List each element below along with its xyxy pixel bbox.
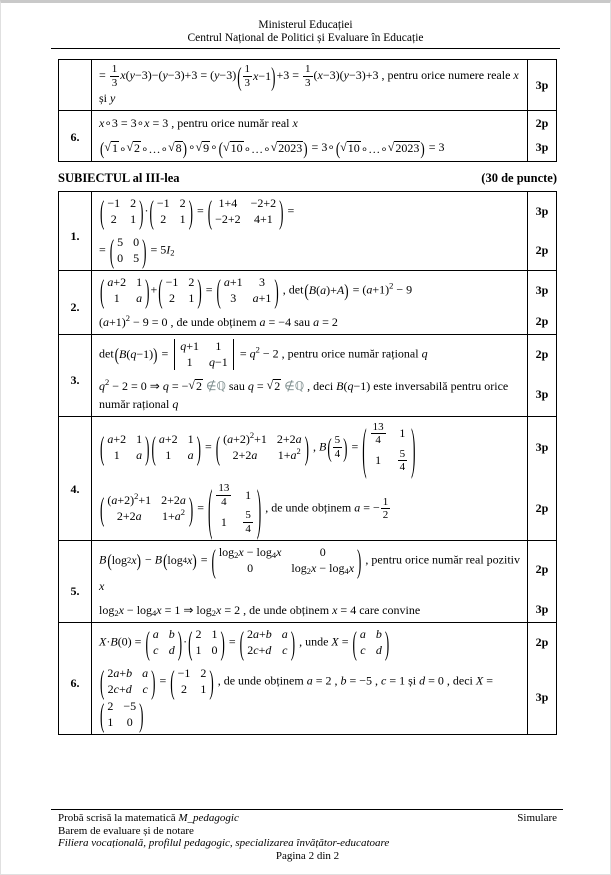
question-number: 4. — [59, 416, 92, 540]
matrix: ( $\frac{13}{4}$ 1 1 $\frac{5}{4}$ ) — [208, 476, 262, 542]
points-cell: 3p — [528, 60, 557, 111]
table-row — [59, 270, 557, 310]
points-cell: 3p — [528, 374, 557, 417]
table-row — [59, 231, 557, 271]
solution-cell: B ( log 2 x ) − B ( log 4 x ) = ( $\log_2x - \log_4x$ 0 0 $\log_2x - \log_4x$ ) , pentru orice număr real pozitiv x — [92, 540, 528, 598]
points-cell: 2p — [528, 622, 557, 662]
solution-cell: det ( B ( q −1) ) = q+1 1 1 q−1 = $q^2 - 2$ , pentru orice număr rațional q — [92, 334, 528, 374]
paren-group: ( $\frac{1}{3}$ x −1 ) — [237, 61, 276, 92]
matrix: ( a b c d ) — [352, 623, 390, 662]
question-number: 1. — [59, 191, 92, 270]
table-row — [59, 540, 557, 598]
page-footer — [58, 809, 557, 862]
table-row — [59, 622, 557, 662]
page-header — [1, 3, 610, 45]
sqrt: √ 1 — [104, 140, 118, 156]
points-cell: 2p — [528, 111, 557, 136]
points-cell: 2p — [528, 231, 557, 271]
footer-barem: Barem de evaluare și de notare — [58, 824, 194, 837]
footer-exam-profile: M_pedagogic — [178, 812, 239, 824]
question-number: 5. — [59, 540, 92, 622]
paren-group: ( B ( a )+ A ) — [304, 279, 349, 301]
matrix: ( $(a+2)^2+1$ 2+2a 2+2a $1+a^2$ ) — [100, 489, 194, 528]
fraction: $\frac{1}{2}$ — [382, 495, 389, 522]
matrix: ( 2 −5 1 0 ) — [100, 695, 144, 734]
solution-cell: = ( 5 0 0 5 ) = $5I_2$ — [92, 231, 528, 271]
footer-line-1 — [58, 812, 557, 825]
determinant: q+1 1 1 q−1 — [172, 338, 236, 371]
footer-rule — [51, 809, 563, 810]
solution-cell: = $\frac{1}{3}$ x(y−3)−(y−3)+3 = (y−3) ( $\frac{1}{3}$ x −1 ) +3 = $\frac{1}{3}$ (x−3)(y−3)+3 , pentru orice numere reale x și y — [92, 60, 528, 111]
points-cell: 2p — [528, 310, 557, 335]
sqrt: √ 2023 — [387, 140, 420, 156]
matrix: ( a+1 3 3 a+1 ) — [216, 270, 279, 310]
points-cell: 2p — [528, 334, 557, 374]
table-row — [59, 111, 557, 136]
sqrt: √ 2 — [266, 378, 281, 394]
question-number — [59, 60, 92, 111]
fraction: $\frac{1}{3}$ — [111, 63, 118, 89]
points-cell: 2p — [528, 478, 557, 540]
question-number: 3. — [59, 334, 92, 416]
solution-cell: ( 2a+b a 2c+d c ) = ( −1 2 2 1 ) , de unde obținem a = 2 , b = −5 , c = 1 și d = 0 , deci X = ( 2 −5 1 0 ) — [92, 662, 528, 735]
matrix: ( −1 2 2 1 ) — [158, 270, 202, 310]
question-number: 6. — [59, 622, 92, 734]
table-row — [59, 478, 557, 540]
fraction: $\frac{5}{4}$ — [245, 509, 251, 536]
matrix: ( $\log_2x - \log_4x$ 0 0 $\log_2x - \log_4x$ ) — [211, 541, 362, 580]
question-number: 6. — [59, 111, 92, 161]
points-cell: 3p — [528, 662, 557, 735]
matrix: ( −1 2 2 1 ) — [100, 191, 144, 231]
sqrt: √ 8 — [168, 140, 182, 156]
points-cell: 3p — [528, 598, 557, 623]
sqrt: √ 2 — [126, 140, 141, 156]
header-rule — [51, 48, 560, 49]
sqrt: √ 10 — [340, 140, 360, 156]
table-row — [59, 60, 557, 111]
paren-group: ( √ 10 ∘…∘ √ 2023 ) — [218, 138, 308, 159]
matrix: ( −1 2 2 1 ) — [149, 191, 193, 231]
matrix: ( a b c d ) — [145, 623, 183, 662]
table-row — [59, 191, 557, 231]
fraction: $\frac{5}{4}$ — [334, 434, 341, 460]
paren-group: ( B ( q −1) ) — [114, 343, 158, 365]
section3-heading — [58, 171, 557, 186]
matrix: ( $\frac{13}{4}$ 1 1 $\frac{5}{4}$ ) — [362, 414, 416, 480]
fraction: $\frac{13}{4}$ — [218, 482, 230, 508]
paren-group: ( log 2 x ) — [107, 549, 141, 571]
question-number: 2. — [59, 270, 92, 334]
points-cell: 2p — [528, 540, 557, 598]
section3-title: SUBIECTUL al III-lea — [58, 170, 180, 185]
solution-cell: $(a+1)^2 - 9 = 0$ , de unde obținem a = −4 sau a = 2 — [92, 310, 528, 335]
matrix: ( a+2 1 1 a ) — [100, 428, 150, 467]
solution-cell: $\log_2x - \log_4x = 1$ ⇒ $\log_2x = 2$ , de unde obținem x = 4 care convine — [92, 598, 528, 623]
table-row — [59, 598, 557, 623]
points-cell: 3p — [528, 191, 557, 231]
footer-page-number: Pagina 2 din 2 — [275, 849, 340, 862]
fraction: $\frac{5}{4}$ — [399, 447, 406, 474]
paren-group: ( log 4 x ) — [163, 549, 197, 571]
matrix: ( $(a+2)^2+1$ 2+2a 2+2a $1+a^2$ ) — [215, 428, 309, 467]
solution-cell: ( −1 2 2 1 ) · ( −1 2 2 1 ) = ( 1+4 −2+2 −2+2 4+1 ) = — [92, 191, 528, 231]
fraction: $\frac{13}{4}$ — [372, 420, 384, 447]
table-row — [59, 310, 557, 335]
subject2-answers-table — [58, 59, 557, 162]
subject3-answers-table — [58, 191, 557, 735]
paren-group: ( $\frac{5}{4}$ ) — [327, 432, 348, 463]
footer-exam-label: Probă scrisă la matematică — [58, 812, 176, 824]
solution-cell: X·B(0) = ( a b c d ) · ( 2 1 1 0 ) = ( 2a+b a 2c+d c ) , unde X = ( a b c d ) — [92, 622, 528, 662]
points-cell: 3p — [528, 270, 557, 310]
table-row — [59, 374, 557, 417]
section3-total-points: (30 de puncte) — [481, 170, 557, 185]
solution-cell: ( $(a+2)^2+1$ 2+2a 2+2a $1+a^2$ ) = ( $\frac{13}{4}$ 1 1 $\frac{5}{4}$ ) , de unde obținem a = − $\frac{1}{2}$ — [92, 478, 528, 540]
sqrt: √ 9 — [195, 140, 210, 156]
footer-filiera: Filiera vocațională, profilul pedagogic, specializarea învățător-educatoare — [58, 837, 390, 849]
matrix: ( 2a+b a 2c+d c ) — [100, 662, 156, 701]
solution-cell: $q^2 - 2 = 0$ ⇒ q = − √ 2 ∉ℚ sau q = √ 2 ∉ℚ , deci B(q−1) este inversabilă pentru orice număr rațional q — [92, 374, 528, 417]
header-ministry: Ministerul Educației — [258, 19, 353, 31]
header-center: Centrul Național de Politici și Evaluare în Educație — [187, 32, 424, 44]
paren-group: ( √ 10 ∘…∘ √ 2023 ) — [335, 138, 425, 159]
sqrt: √ 2 — [188, 378, 202, 394]
matrix: ( a+2 1 1 a ) — [100, 270, 150, 310]
matrix: ( 5 0 0 5 ) — [109, 230, 147, 270]
matrix: ( a+2 1 1 a ) — [151, 428, 201, 467]
footer-exam — [58, 812, 239, 825]
solution-cell: x∘3 = 3∘x = 3 , pentru orice număr real x — [92, 111, 528, 136]
points-cell: 3p — [528, 135, 557, 161]
table-row — [59, 135, 557, 161]
sqrt: √ 10 — [222, 140, 243, 156]
table-row — [59, 416, 557, 478]
matrix: ( −1 2 2 1 ) — [170, 662, 214, 701]
footer-session: Simulare — [517, 812, 557, 824]
matrix: ( 1+4 −2+2 −2+2 4+1 ) — [207, 191, 284, 231]
points-cell: 3p — [528, 416, 557, 478]
matrix: ( 2a+b a 2c+d c ) — [239, 623, 296, 662]
matrix: ( 2 1 1 0 ) — [188, 623, 225, 662]
fraction: $\frac{1}{3}$ — [305, 63, 311, 89]
table-row — [59, 662, 557, 735]
fraction: $\frac{1}{3}$ — [244, 63, 251, 89]
solution-cell: ( √ 1 ∘ √ 2 ∘…∘ √ 8 ) ∘ √ 9 ∘ ( √ 10 ∘…∘ √ 2023 ) = 3∘ ( √ 10 ∘…∘ √ 2023 ) = 3 — [92, 135, 528, 161]
sqrt: √ 2023 — [270, 140, 303, 156]
table-row — [59, 334, 557, 374]
solution-cell: ( a+2 1 1 a ) + ( −1 2 2 1 ) = ( a+1 3 3 a+1 ) , det ( B ( a )+ A ) = $(a+1)^2 - 9$ — [92, 270, 528, 310]
paren-group: ( √ 1 ∘ √ 2 ∘…∘ √ 8 ) — [100, 138, 188, 159]
solution-cell: ( a+2 1 1 a ) ( a+2 1 1 a ) = ( $(a+2)^2+1$ 2+2a 2+2a $1+a^2$ ) , B ( $\frac{5}{4}$ ) = ( $\frac{13}{4}$ 1 1 $\frac{5}{4}$ ) — [92, 416, 528, 478]
